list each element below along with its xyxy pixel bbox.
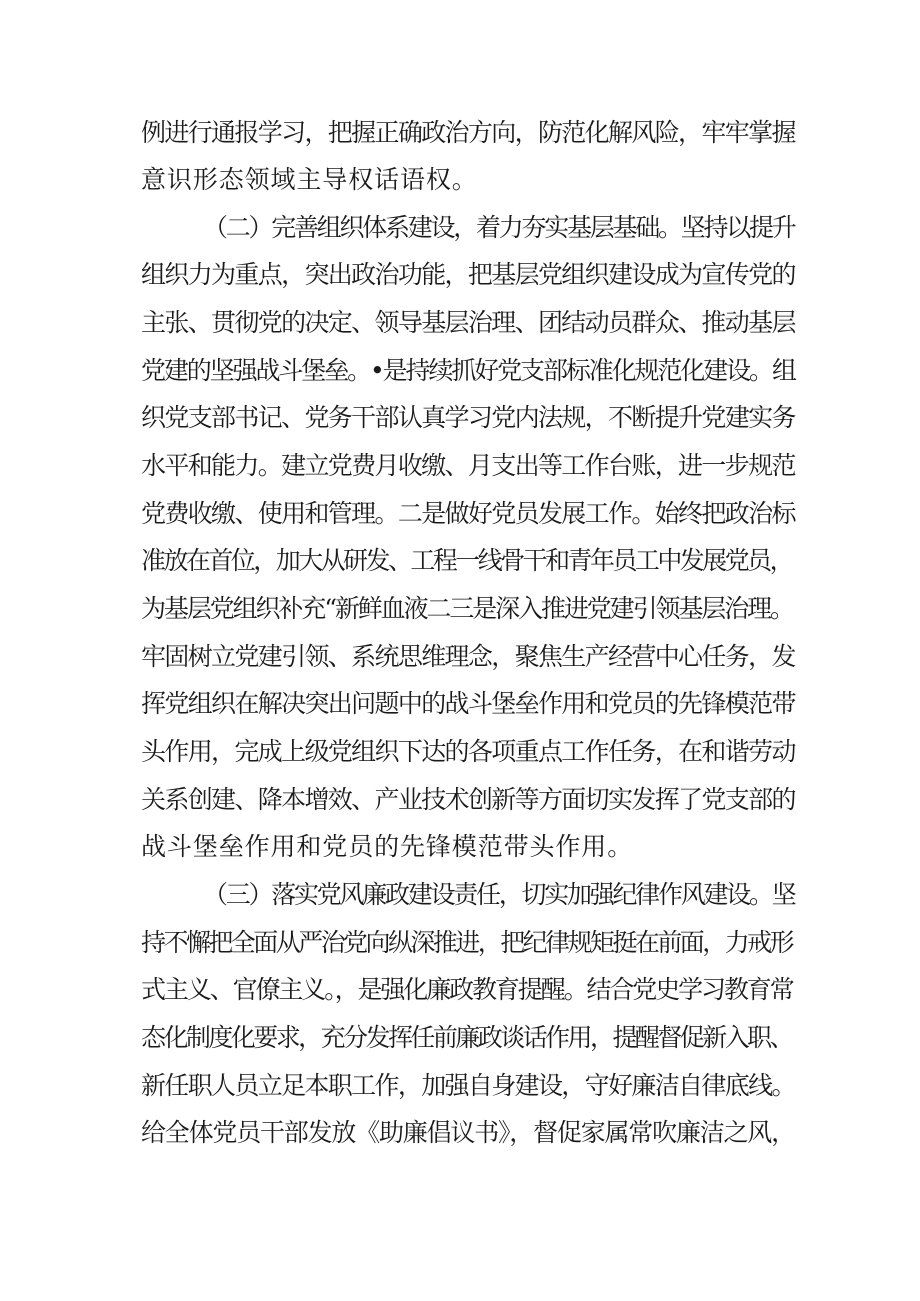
text-line: 组织力为重点，突出政治功能，把基层党组织建设成为宣传党的 bbox=[141, 260, 795, 289]
text-line: 头作用，完成上级党组织下达的各项重点工作任务，在和谐劳动 bbox=[141, 737, 795, 766]
text-line: 式主义、官僚主义。，是强化廉政教育提醒。结合党史学习教育常 bbox=[141, 975, 793, 1004]
text-line: 战斗堡垒作用和党员的先锋模范带头作用。 bbox=[141, 832, 634, 861]
text-line: 准放在首位，加大从研发、工程一线骨干和青年员工中发展党员， bbox=[141, 546, 793, 575]
text-line: 持不懈把全面从严治党向纵深推进，把纪律规矩挺在前面，力戒形 bbox=[141, 928, 793, 957]
text-line: 新任职人员立足本职工作，加强自身建设，守好廉洁自律底线。 bbox=[141, 1071, 795, 1100]
text-line: 党费收缴、使用和管理。二是做好党员发展工作。始终把政治标 bbox=[141, 499, 795, 528]
paragraph-heading-3: （三）落实党风廉政建设责任，切实加强纪律作风建设。坚 bbox=[203, 880, 795, 909]
text-line: 意识形态领域主导权话语权。 bbox=[141, 165, 478, 194]
text-line: 挥党组织在解决突出问题中的战斗堡垒作用和党员的先锋模范带 bbox=[141, 689, 795, 718]
text-line: 为基层党组织补充“新鲜血液二三是深入推进党建引领基层治理。 bbox=[141, 594, 793, 623]
text-line: 关系创建、降本增效、产业技术创新等方面切实发挥了党支部的 bbox=[141, 785, 795, 814]
text-line: 例进行通报学习，把握正确政治方向，防范化解风险，牢牢掌握 bbox=[141, 118, 795, 147]
text-line: 态化制度化要求，充分发挥任前廉政谈话作用，提醒督促新入职、 bbox=[141, 1023, 793, 1052]
text-line: 党建的坚强战斗堡垒。•是持续抓好党支部标准化规范化建设。组 bbox=[141, 356, 795, 385]
text-line: 给全体党员干部发放《助廉倡议书》，督促家属常吹廉洁之风， bbox=[141, 1118, 795, 1147]
text-line: 水平和能力。建立党费月收缴、月支出等工作台账，进一步规范 bbox=[141, 451, 795, 480]
text-line: 织党支部书记、党务干部认真学习党内法规，不断提升党建实务 bbox=[141, 403, 795, 432]
text-line: 主张、贯彻党的决定、领导基层治理、团结动员群众、推动基层 bbox=[141, 308, 795, 337]
paragraph-heading-2: （二）完善组织体系建设，着力夯实基层基础。坚持以提升 bbox=[203, 213, 795, 242]
text-line: 牢固树立党建引领、系统思维理念，聚焦生产经营中心任务，发 bbox=[141, 642, 795, 671]
